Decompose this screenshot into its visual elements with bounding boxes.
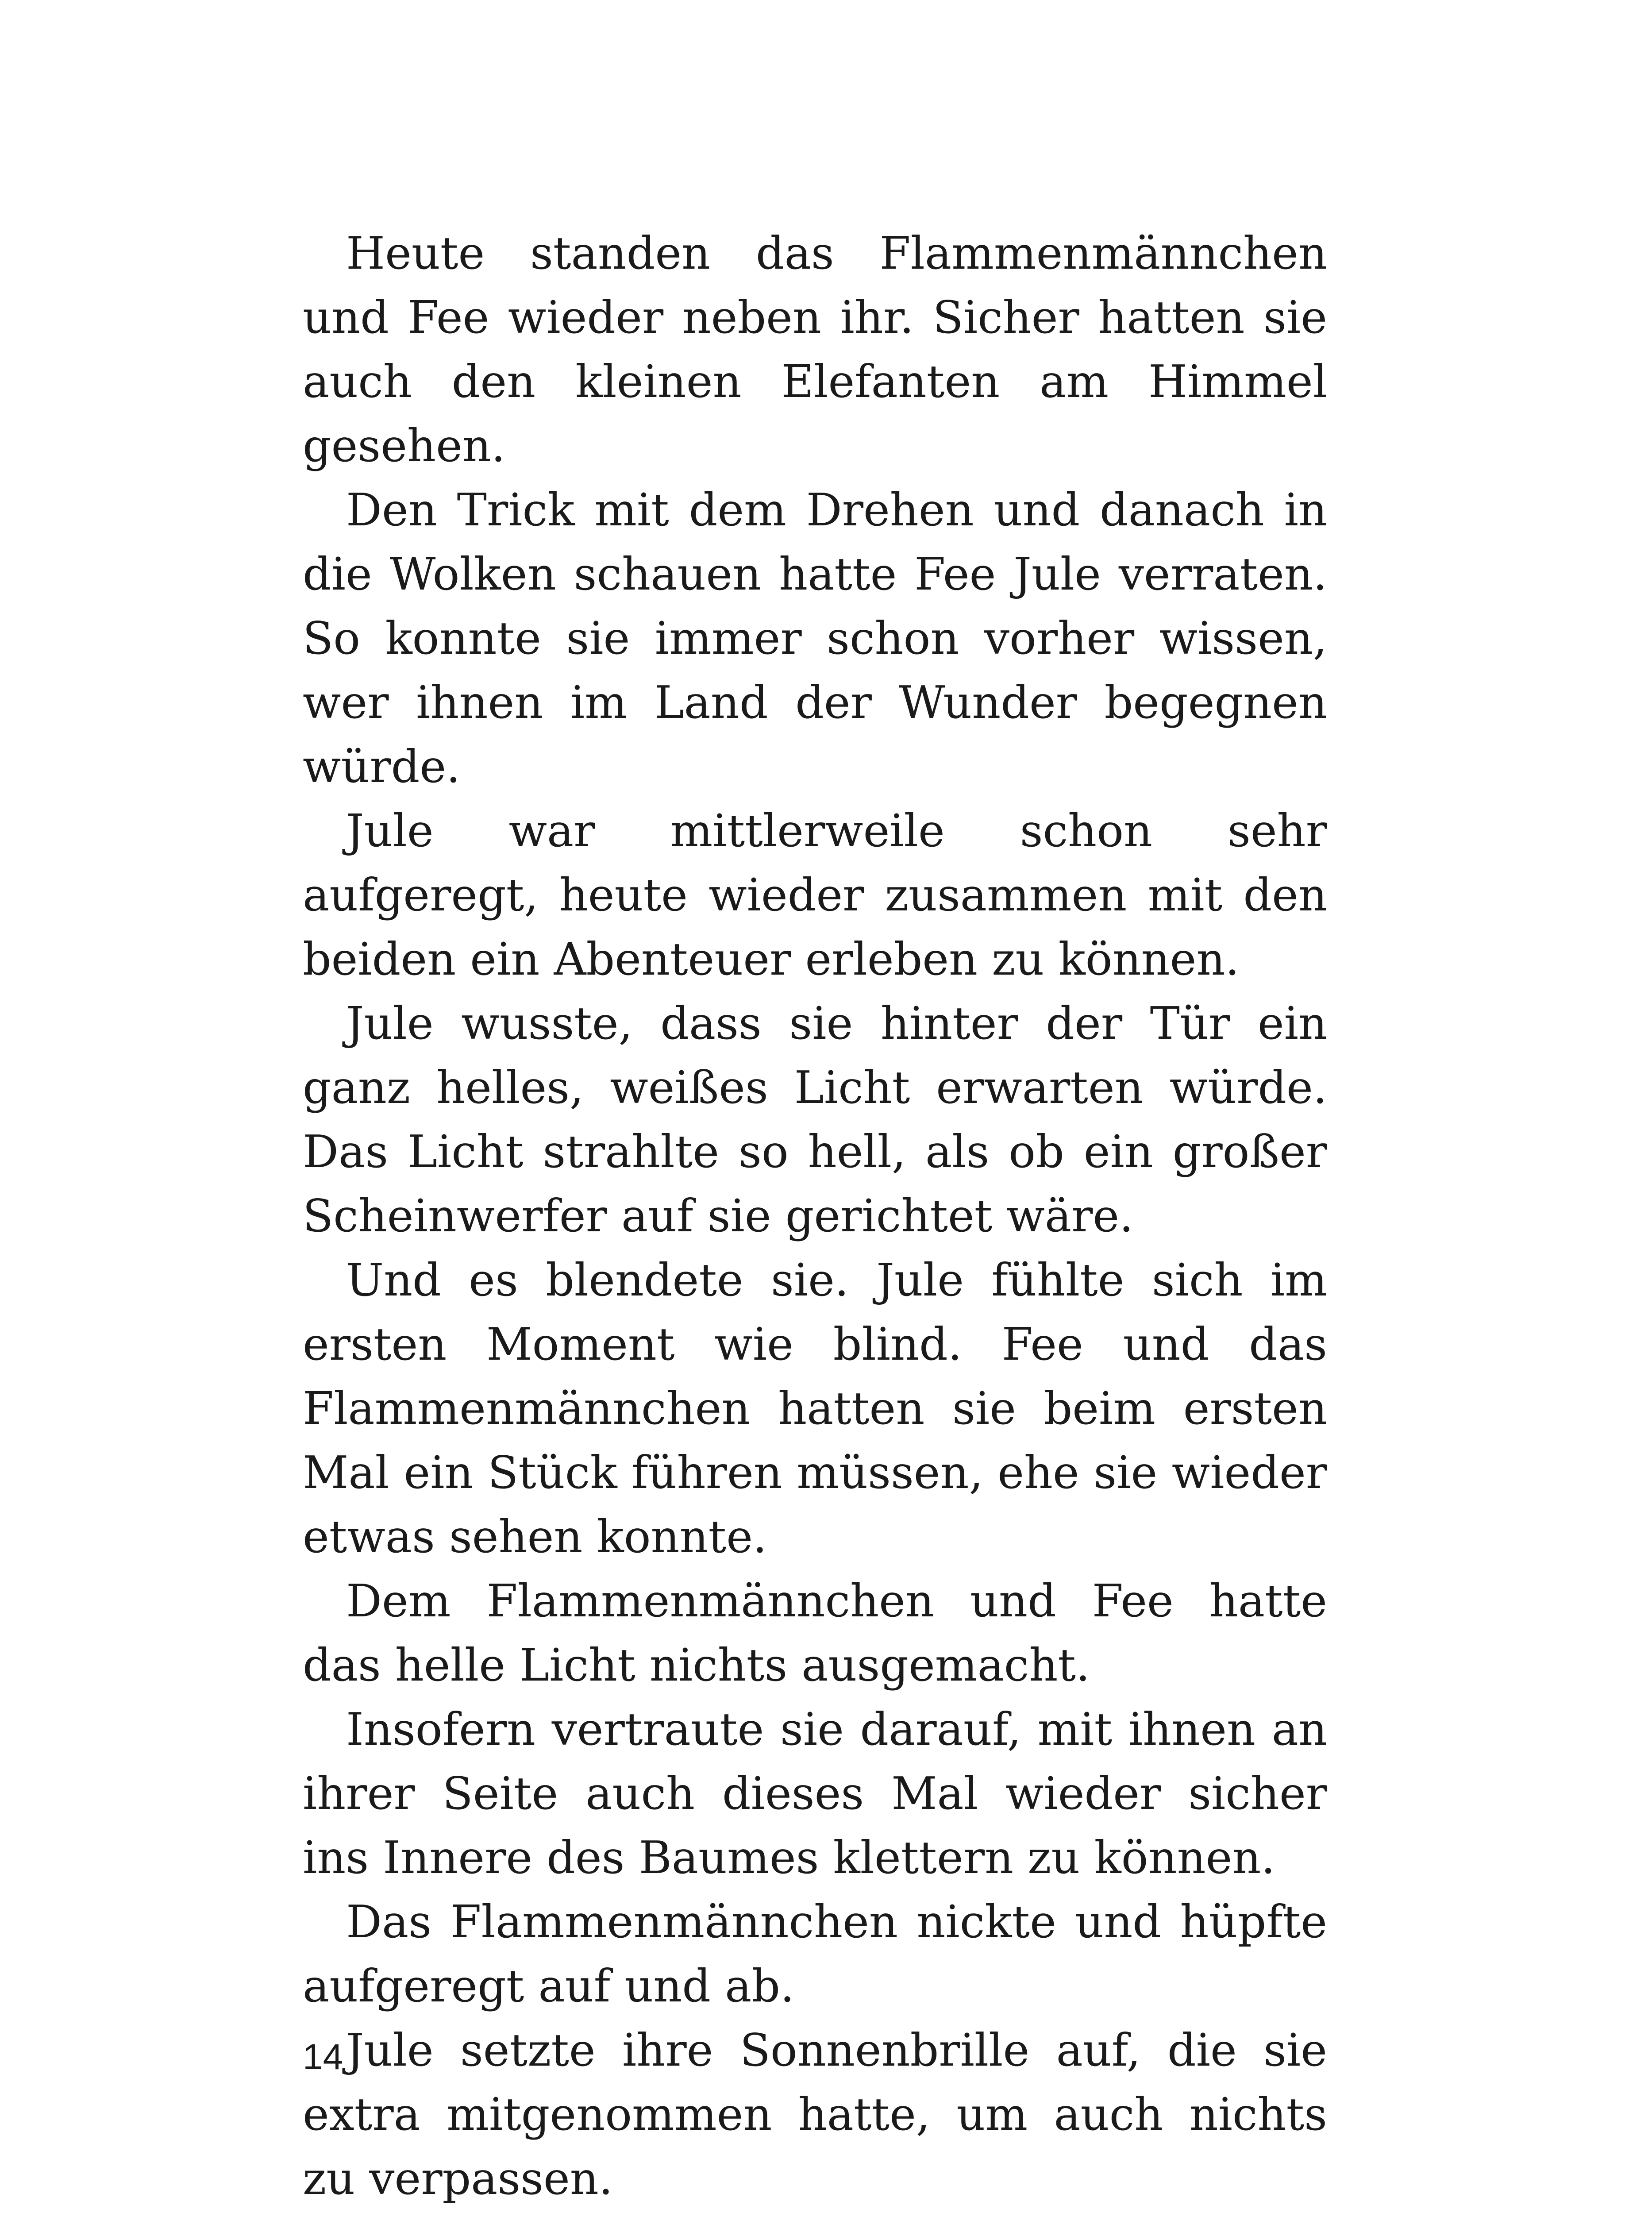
paragraph: Den Trick mit dem Drehen und danach in die Wolken schauen hatte Fee Jule verraten. So konnte sie immer schon vorher wissen, wer ihnen im Land der Wunder begegnen würde. xyxy=(303,484,1327,793)
paragraph: Und es blendete sie. Jule fühlte sich im ersten Moment wie blind. Fee und das Flammenmännchen hatten sie beim ersten Mal ein Stück führen müssen, ehe sie wieder etwas sehen konnte. xyxy=(303,1254,1327,1563)
paragraph: Das Flammenmännchen nickte und hüpfte aufgeregt auf und ab. xyxy=(303,1896,1327,2012)
paragraph: Heute standen das Flammenmännchen und Fee wieder neben ihr. Sicher hatten sie auch den kleinen Elefanten am Himmel gesehen. xyxy=(303,227,1327,472)
paragraph: Jule wusste, dass sie hinter der Tür ein ganz helles, weißes Licht erwarten würde. Das Licht strahlte so hell, als ob ein großer Scheinwerfer auf sie gerichtet wäre. xyxy=(303,997,1327,1242)
paragraph xyxy=(303,2211,1327,2213)
page-number: 14 xyxy=(303,2037,343,2077)
paragraph: Jule setzte ihre Sonnenbrille auf, die sie extra mitgenommen hatte, um auch nichts zu verpassen. xyxy=(303,2024,1327,2205)
paragraph: Insofern vertraute sie darauf, mit ihnen an ihrer Seite auch dieses Mal wieder sicher ins Innere des Baumes klettern zu können. xyxy=(303,1703,1327,1884)
paragraph: Jule war mittlerweile schon sehr aufgeregt, heute wieder zusammen mit den beiden ein Abenteuer erleben zu können. xyxy=(303,805,1327,985)
paragraph: Dem Flammenmännchen und Fee hatte das helle Licht nichts ausgemacht. xyxy=(303,1575,1327,1691)
body-text xyxy=(303,221,1327,2213)
